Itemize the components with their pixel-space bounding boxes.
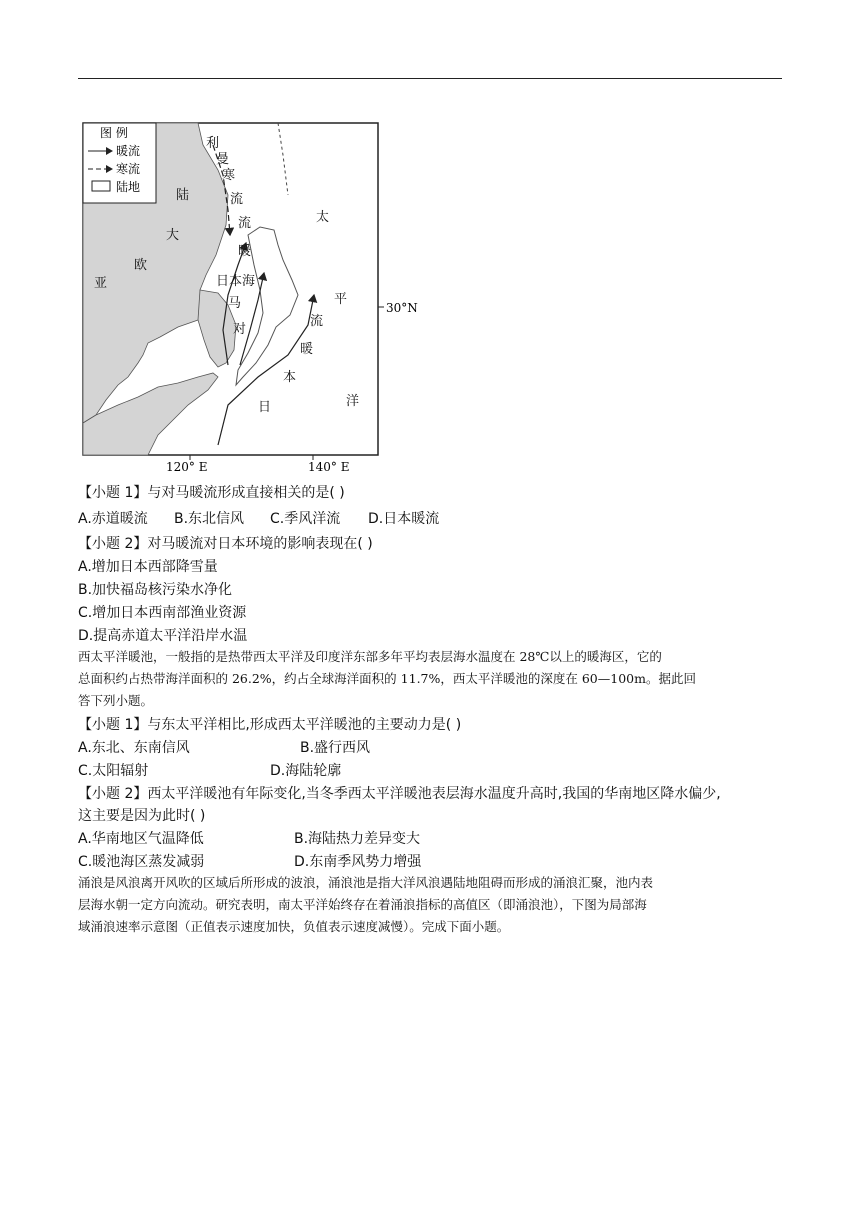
svg-text:暖: 暖 (300, 342, 314, 357)
svg-text:日: 日 (258, 400, 272, 415)
svg-text:陆地: 陆地 (116, 180, 141, 194)
q1-option-a[interactable]: A.赤道暖流 (78, 511, 148, 527)
q4-stem-line1: 【小题 2】西太平洋暖池有年际变化,当冬季西太平洋暖池表层海水温度升高时,我国的华南地区降水偏少, (78, 786, 721, 802)
svg-text:陆: 陆 (176, 188, 190, 203)
svg-text:马: 马 (228, 296, 242, 311)
svg-text:对: 对 (233, 322, 247, 337)
svg-text:流: 流 (238, 216, 252, 231)
q2-option-d[interactable]: D.提高赤道太平洋沿岸水温 (78, 628, 248, 644)
svg-text:太: 太 (316, 210, 330, 225)
q1-option-c[interactable]: C.季风洋流 (270, 511, 341, 527)
q3-stem: 【小题 1】与东太平洋相比,形成西太平洋暖池的主要动力是( ) (78, 717, 462, 733)
q2-stem: 【小题 2】对马暖流对日本环境的影响表现在( ) (78, 536, 373, 552)
q2-option-c[interactable]: C.增加日本西南部渔业资源 (78, 605, 247, 621)
q1-stem: 【小题 1】与对马暖流形成直接相关的是( ) (78, 485, 345, 501)
svg-text:大: 大 (166, 228, 180, 243)
passage3-line3: 域涌浪速率示意图（正值表示速度加快，负值表示速度减慢）。完成下面小题。 (78, 919, 510, 934)
q3-option-d[interactable]: D.海陆轮廓 (270, 763, 342, 779)
passage2-line2: 总面积约占热带海洋面积的 26.2%，约占全球海洋面积的 11.7%，西太平洋暖池的深度在 60—100m。据此回 (78, 671, 696, 686)
header-rule (78, 78, 782, 79)
q3-option-c[interactable]: C.太阳辐射 (78, 763, 149, 779)
svg-text:寒: 寒 (222, 168, 236, 183)
q4-option-c[interactable]: C.暖池海区蒸发减弱 (78, 854, 205, 870)
q1-option-b[interactable]: B.东北信风 (174, 511, 245, 527)
q4-option-d[interactable]: D.东南季风势力增强 (294, 854, 422, 870)
svg-text:流: 流 (230, 192, 244, 207)
svg-text:140° E: 140° E (308, 460, 350, 474)
svg-text:图 例: 图 例 (100, 126, 128, 140)
passage3-line1: 涌浪是风浪离开风吹的区域后所形成的波浪，涌浪池是指大洋风浪遇陆地阻碍而形成的涌浪汇聚，池内表 (78, 875, 654, 890)
q2-option-b[interactable]: B.加快福岛核污染水净化 (78, 582, 233, 598)
q4-option-a[interactable]: A.华南地区气温降低 (78, 831, 204, 847)
svg-text:流: 流 (310, 314, 324, 329)
passage2-line3: 答下列小题。 (78, 693, 154, 708)
passage2-line1: 西太平洋暖池，一般指的是热带西太平洋及印度洋东部多年平均表层海水温度在 28℃以上的暖海区，它的 (78, 649, 662, 664)
svg-text:120° E: 120° E (166, 460, 208, 474)
q3-option-b[interactable]: B.盛行西风 (300, 740, 371, 756)
svg-text:亚: 亚 (94, 276, 108, 291)
svg-text:日本海: 日本海 (216, 274, 256, 289)
svg-text:暖流: 暖流 (116, 144, 141, 158)
q2-option-a[interactable]: A.增加日本西部降雪量 (78, 559, 218, 575)
passage3-line2: 层海水朝一定方向流动。研究表明，南太平洋始终存在着涌浪指标的高值区（即涌浪池），下图为局部海 (78, 897, 647, 912)
svg-text:本: 本 (283, 370, 297, 385)
svg-text:平: 平 (334, 292, 348, 307)
q4-option-b[interactable]: B.海陆热力差异变大 (294, 831, 421, 847)
svg-text:曼: 曼 (216, 152, 230, 167)
svg-text:欧: 欧 (134, 258, 148, 273)
svg-text:30°N: 30°N (386, 301, 418, 315)
q1-option-d[interactable]: D.日本暖流 (368, 511, 440, 527)
q3-option-a[interactable]: A.东北、东南信风 (78, 740, 190, 756)
svg-text:暖: 暖 (238, 244, 252, 259)
q4-stem-line2: 这主要是因为此时( ) (78, 808, 206, 824)
svg-text:利: 利 (206, 136, 220, 151)
tsushima-current-map (78, 115, 438, 477)
svg-text:洋: 洋 (346, 394, 360, 409)
svg-text:寒流: 寒流 (116, 162, 141, 176)
